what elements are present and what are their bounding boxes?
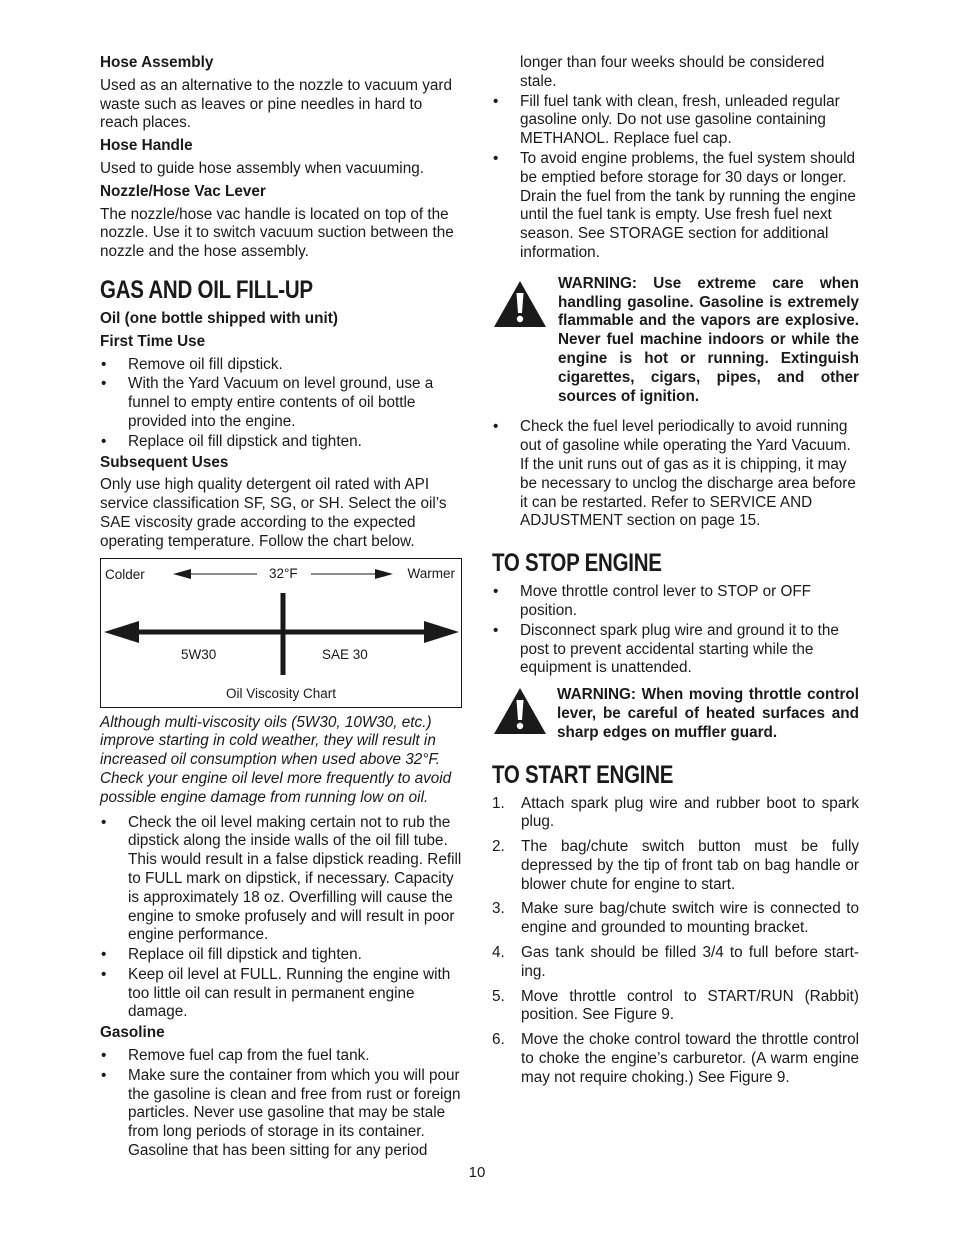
warning-throttle xyxy=(492,686,859,742)
list-item: • Check the fuel level periodically to avoid running out of gasoline while operating the Yard Vacuum. If the unit runs out of gas as it is chipping, it may be necessary to unclog the discharge area before it can be restarted. Refer to SERVICE AND ADJUSTMENT section on page 15. xyxy=(492,418,859,531)
lever-title: Nozzle/Hose Vac Lever xyxy=(100,182,266,200)
left-column xyxy=(100,54,462,1163)
continued-text: longer than four weeks should be considered stale. xyxy=(520,54,825,90)
stop-engine-list xyxy=(492,583,859,678)
list-item: 6. Move the choke control toward the throttle control to choke the engine’s carburetor. (A warm engine may not require choking.) See Figure 9. xyxy=(492,1031,859,1086)
list-item: 3. Make sure bag/chute switch wire is connected to engine and grounded to mounting bracket. xyxy=(492,900,859,937)
lever-text: The nozzle/hose vac handle is located on top of the nozzle. Use it to switch vacuum suction between the nozzle and the hose assembly. xyxy=(100,205,454,261)
hose-handle-text: Used to guide hose assembly when vacuuming. xyxy=(100,159,424,177)
list-item: • With the Yard Vacuum on level ground, use a funnel to empty entire contents of oil bottle provided into the engine. xyxy=(100,375,462,431)
fuel-list xyxy=(492,93,859,263)
list-item: • Replace oil fill dipstick and tighten. xyxy=(100,433,462,452)
list-item: 5. Move throttle control to START/RUN (Rabbit) position. See Figure 9. xyxy=(492,987,859,1024)
list-item: • To avoid engine problems, the fuel system should be emptied before storage for 30 days or longer. Drain the fuel from the tank by running the engine until the fuel tank is empty. Use fresh fuel next season. See STORAGE section for additional information. xyxy=(492,150,859,263)
hose-assembly-title: Hose Assembly xyxy=(100,54,214,71)
warning-triangle-icon xyxy=(492,279,548,329)
list-item: • Keep oil level at FULL. Running the engine with too little oil can result in permanent engine damage. xyxy=(100,966,462,1022)
chart-sae30-label: SAE 30 xyxy=(322,646,368,662)
list-item: 1. Attach spark plug wire and rubber boot to spark plug. xyxy=(492,794,859,831)
chart-colder-label: Colder xyxy=(105,566,145,582)
gasoline-list xyxy=(100,1047,462,1161)
page-number: 10 xyxy=(468,1164,486,1181)
warning-triangle-icon xyxy=(492,686,548,736)
oil-title: Oil (one bottle shipped with unit) xyxy=(100,309,338,327)
list-item: • Fill fuel tank with clean, fresh, unleaded regular gasoline only. Do not use gasoline containing METHANOL. Replace fuel cap. xyxy=(492,93,859,149)
chart-5w30-label: 5W30 xyxy=(181,646,217,662)
gas-oil-heading: GAS AND OIL FILL-UP xyxy=(100,275,313,304)
list-item: • Move throttle control lever to STOP or OFF position. xyxy=(492,583,859,621)
hose-assembly-text: Used as an alternative to the nozzle to vacuum yard waste such as leaves or pine needles in hard to reach places. xyxy=(100,76,453,132)
hose-handle-title: Hose Handle xyxy=(100,137,193,155)
warning-throttle-text: WARNING: When moving throttle control lever, be careful of heated surfaces and sharp edges on muffler guard. xyxy=(557,686,859,741)
list-item: 4. Gas tank should be filled 3/4 to full before start-ing. xyxy=(492,944,859,980)
oil-check-list xyxy=(100,814,462,1023)
list-item: • Make sure the container from which you will pour the gasoline is clean and free from rust or foreign particles. Never use gasoline that may be stale from long periods of storage in its container. Gasoline that has been sitting for any period xyxy=(100,1067,462,1161)
warning-gasoline xyxy=(492,275,859,407)
first-time-list xyxy=(100,356,462,452)
viscosity-note: Although multi-viscosity oils (5W30, 10W30, etc.) improve starting in cold weather, they will result in increased oil consumption when used above 32°F. Check your engine oil level more frequently to avoid possible engine damage from running low on oil. xyxy=(100,713,452,806)
list-item: • Replace oil fill dipstick and tighten. xyxy=(100,946,462,965)
chart-temp-label: 32°F xyxy=(269,565,298,581)
stop-engine-heading: TO STOP ENGINE xyxy=(492,549,662,578)
warning-gasoline-text: WARNING: Use extreme care when handling gasoline. Gasoline is extremely flammable and the vapors are explosive. Never fuel machine indoors or while the engine is hot or running. Extinguish cigarettes, cigars, pipes, and other sources of ignition. xyxy=(558,274,859,405)
list-item: 2. The bag/chute switch button must be fully depressed by the tip of front tab on bag handle or blower chute for engine to start. xyxy=(492,838,859,893)
list-item: • Remove fuel cap from the fuel tank. xyxy=(100,1047,462,1066)
fuel-check-list xyxy=(492,418,859,531)
oil-viscosity-chart xyxy=(100,558,462,708)
start-engine-heading: TO START ENGINE xyxy=(492,760,674,789)
chart-caption: Oil Viscosity Chart xyxy=(225,685,337,701)
subsequent-text: Only use high quality detergent oil rated with API service classification SF, SG, or SH. Select the oil’s SAE viscosity grade according to the expected operating temperature. Follow the chart below. xyxy=(100,476,447,550)
subsequent-title: Subsequent Uses xyxy=(100,453,229,471)
first-time-title: First Time Use xyxy=(100,332,206,350)
list-item: • Check the oil level making certain not to rub the dipstick along the inside walls of the oil fill tube. This would result in a false dipstick reading. Refill to FULL mark on dipstick, if necessary. Capacity is approximately 18 oz. Overfilling will cause the engine to smoke profusely and will result in poor engine performance. xyxy=(100,814,462,946)
list-item: • Disconnect spark plug wire and ground it to the post to prevent accidental starting while the equipment is unattended. xyxy=(492,622,859,678)
gasoline-title: Gasoline xyxy=(100,1024,165,1042)
chart-warmer-label: Warmer xyxy=(407,565,455,581)
start-engine-steps xyxy=(492,795,859,1088)
right-column xyxy=(492,54,859,1094)
list-item: • Remove oil fill dipstick. xyxy=(100,356,462,375)
